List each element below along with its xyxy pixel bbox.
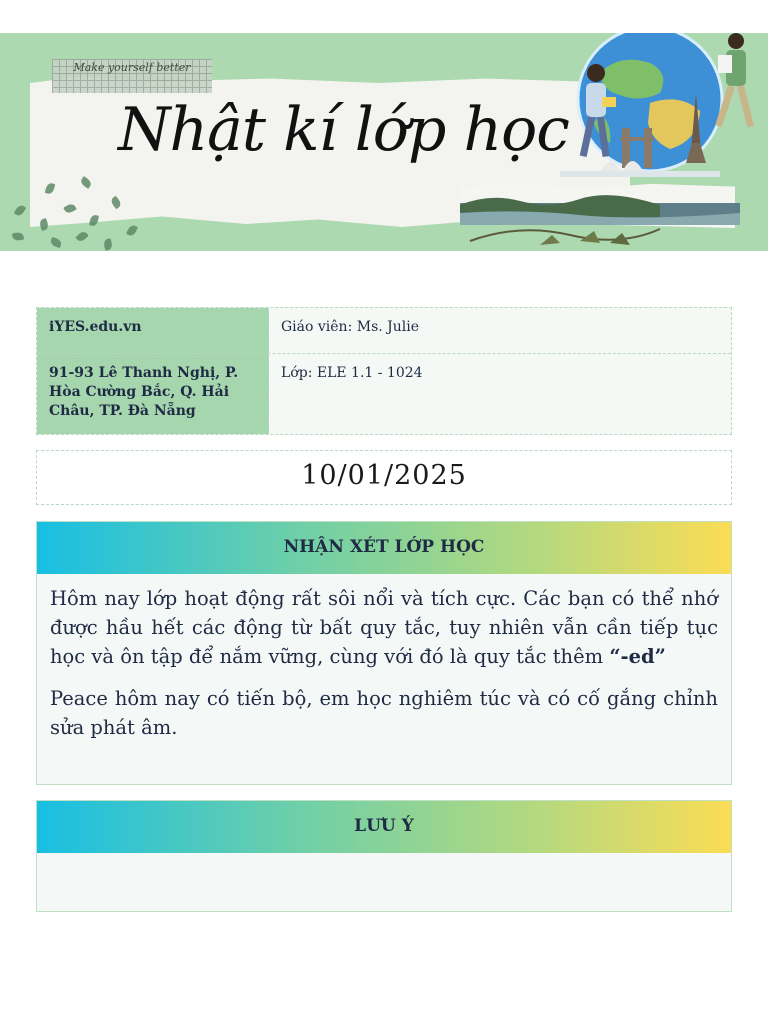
review-paragraph [50, 584, 718, 671]
tape-slogan: Make yourself better [73, 61, 191, 74]
class-review-body [37, 574, 731, 752]
leaf-decoration [126, 224, 138, 237]
teacher-name: Giáo viên: Ms. Julie [281, 319, 420, 335]
leaf-decoration [89, 214, 99, 226]
class-info-table [36, 307, 732, 435]
class-review-section [36, 521, 732, 785]
header-banner [0, 33, 768, 251]
notes-body [37, 853, 731, 873]
leaf-decoration [75, 230, 88, 243]
student-note-paragraph: Peace hôm nay có tiến bộ, em học nghiêm túc và có cố gắng chỉnh sửa phát âm. [50, 687, 718, 739]
notes-section [36, 800, 732, 912]
leaf-decoration [49, 237, 62, 248]
notes-heading: LƯU Ý [37, 801, 731, 853]
review-paragraph-text: Hôm nay lớp hoạt động rất sôi nổi và tích cực. Các bạn có thể nhớ được hầu hết các động từ bất quy tắc, tuy nhiên vẫn cần tiếp tục học và ôn tập để nắm vững, cùng với đó là quy tắc thêm [50, 587, 718, 668]
org-name: iYES.edu.vn [37, 308, 269, 354]
org-address: 91-93 Lê Thanh Nghị, P. Hòa Cường Bắc, Q. Hải Châu, TP. Đà Nẵng [37, 354, 269, 434]
row-divider [37, 353, 731, 354]
class-review-heading: NHẬN XÉT LỚP HỌC [37, 522, 731, 574]
globe-illustration [540, 33, 768, 251]
leaf-decoration [103, 238, 114, 251]
column-divider [268, 308, 269, 434]
class-name: Lớp: ELE 1.1 - 1024 [281, 365, 423, 381]
page-title: Nhật kí lớp học [118, 95, 569, 165]
diary-date: 10/01/2025 [36, 450, 732, 505]
leaf-decoration [12, 232, 24, 242]
ed-rule-emphasis: “-ed” [609, 645, 666, 668]
leaf-decoration [14, 204, 26, 218]
